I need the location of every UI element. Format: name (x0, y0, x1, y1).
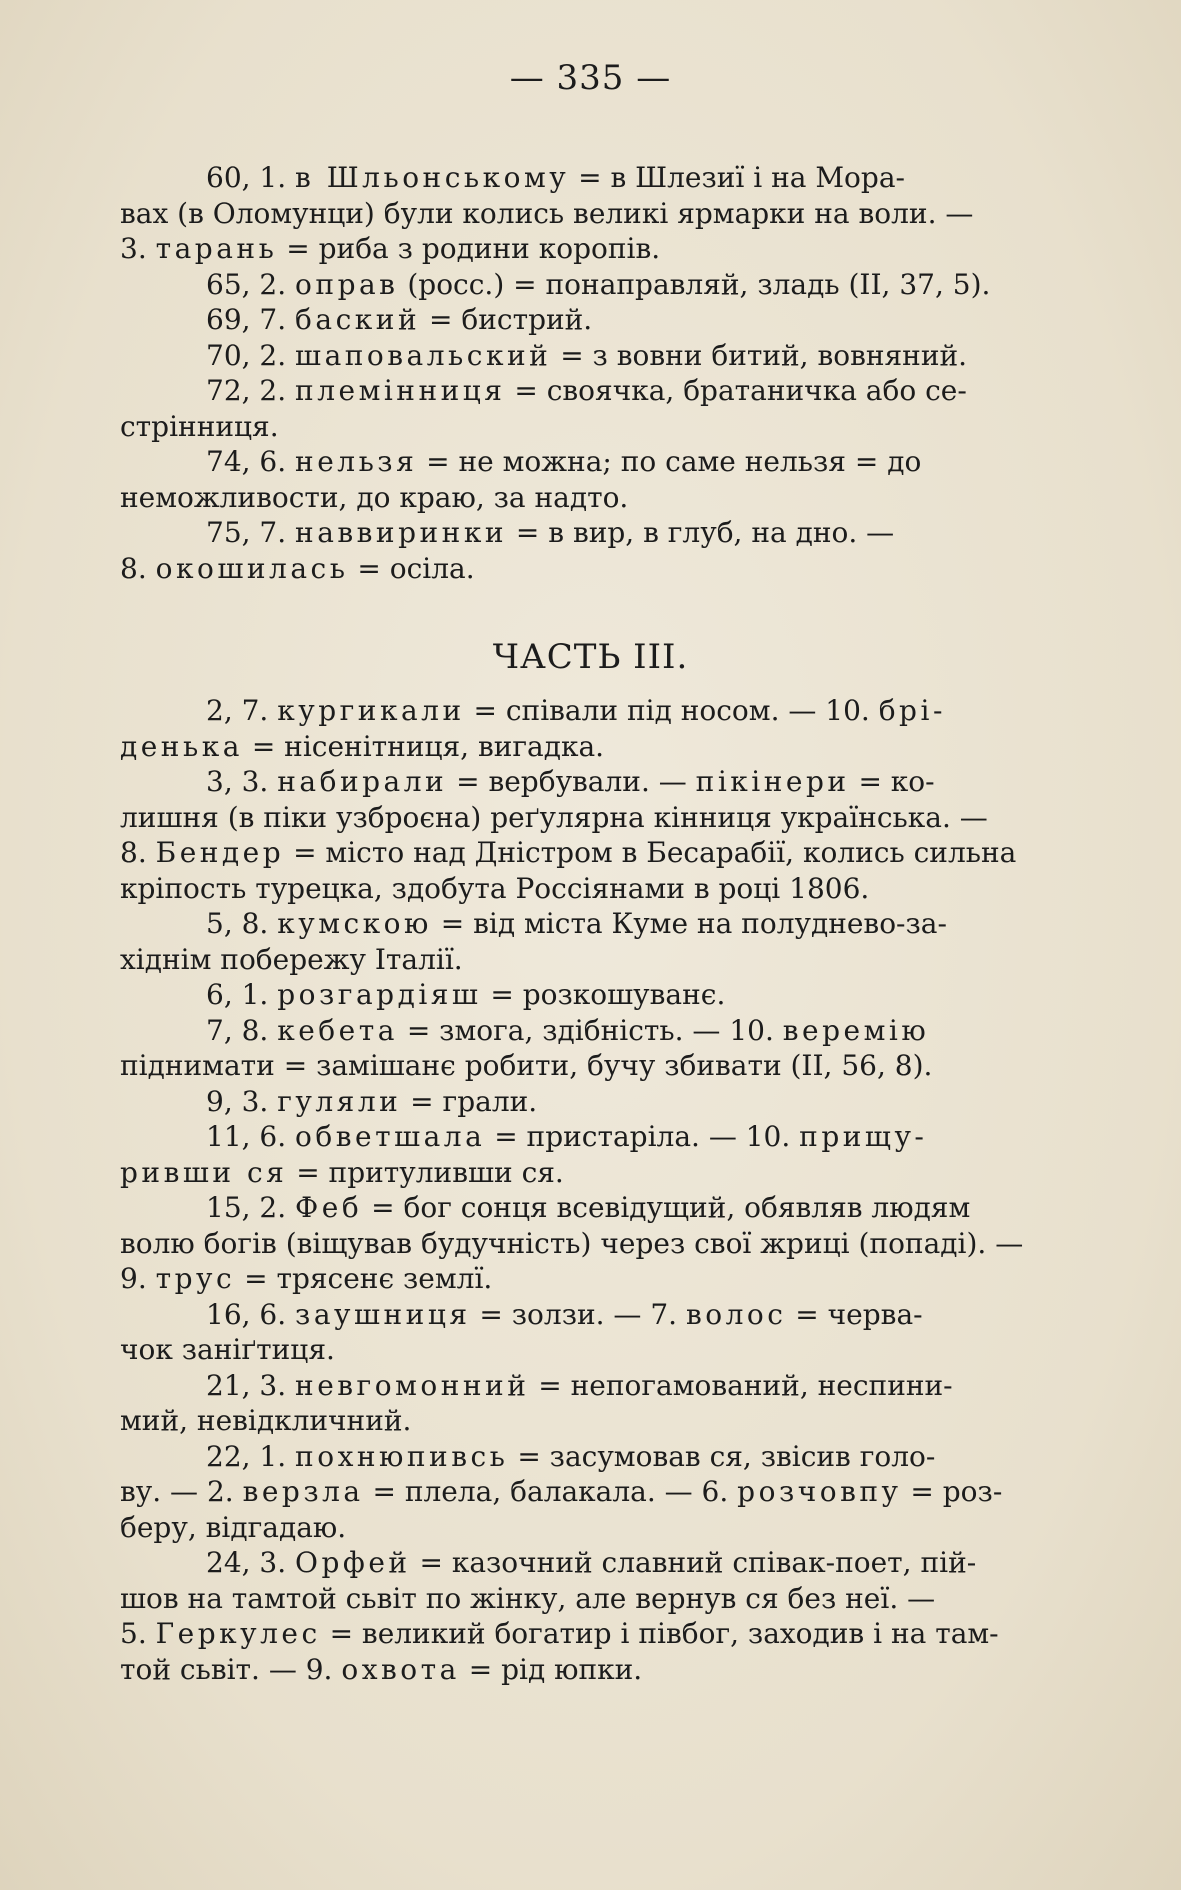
text-segment: ву. — 2. (120, 1475, 243, 1508)
text-segment: 74, 6. (206, 445, 296, 478)
text-line (120, 1297, 1080, 1333)
text-segment: = казочний славний співак-поет, пій- (410, 1546, 977, 1579)
text-segment: той сьвіт. — 9. (120, 1652, 342, 1686)
text-segment: = розкошуванє. (481, 978, 726, 1011)
text-line (120, 160, 1080, 196)
text-line (120, 1013, 1080, 1049)
glossary-term: заушниця (295, 1297, 471, 1331)
glossary-term: розчовпу (737, 1475, 902, 1508)
text-segment: = вербували. — (447, 765, 696, 798)
glossary-term: Бендер (155, 836, 285, 869)
text-line (120, 1616, 1080, 1652)
glossary-term: баский (295, 303, 421, 336)
text-segment: лишня (в піки узброєна) реґулярна кінниця українська. — (120, 800, 988, 834)
glossary-term: в Шльонському (295, 161, 570, 194)
glossary-term: брі- (878, 694, 946, 727)
text-segment: 69, 7. (206, 303, 296, 336)
text-segment: шов на тамтой сьвіт по жінку, але вернув ся без неї. — (120, 1581, 936, 1615)
glossary-term: похнюпивсь (295, 1439, 509, 1473)
text-line (120, 373, 1080, 409)
glossary-term: племінниця (295, 374, 506, 407)
text-segment: = трясенє землї. (235, 1262, 493, 1295)
text-segment: 3, 3. (206, 765, 278, 798)
text-line (120, 1332, 1080, 1368)
text-line (120, 1155, 1080, 1191)
text-line (120, 1439, 1080, 1475)
text-line (120, 693, 1080, 729)
text-line (120, 1226, 1080, 1262)
text-line (120, 551, 1080, 587)
glossary-term: гуляли (277, 1084, 402, 1118)
glossary-term: трус (155, 1262, 236, 1295)
text-segment: 8. (120, 551, 156, 585)
text-line (120, 1119, 1080, 1155)
text-line (120, 729, 1080, 765)
text-line (120, 906, 1080, 942)
glossary-term: охвота (341, 1652, 460, 1686)
text-segment: = змога, здібність. — 10. (397, 1013, 783, 1047)
text-segment: = пристаріла. — 10. (485, 1120, 800, 1153)
text-segment: 9. (120, 1262, 156, 1295)
glossary-term: кургикали (277, 694, 465, 727)
text-line (120, 1474, 1080, 1510)
text-segment: = плела, балакала. — 6. (363, 1475, 738, 1508)
text-segment: 70, 2. (206, 338, 296, 372)
glossary-term: невгомонний (295, 1368, 530, 1402)
text-segment: = з вовни битий, вовняний. (551, 338, 968, 372)
text-segment: = від міста Куме на полуднево-за- (431, 907, 947, 940)
text-segment: = роз- (901, 1475, 1003, 1508)
text-segment: = співали під носом. — 10. (464, 694, 879, 727)
glossary-term: ривши ся (120, 1155, 288, 1189)
glossary-term: пікінери (695, 765, 850, 798)
glossary-term: кебета (277, 1013, 398, 1047)
text-line (120, 1190, 1080, 1226)
text-line (120, 1581, 1080, 1617)
text-segment: мий, невідкличний. (120, 1404, 412, 1437)
glossary-term: кумскою (277, 907, 432, 940)
text-segment: 72, 2. (206, 374, 296, 407)
glossary-term: прищу- (799, 1120, 928, 1153)
text-segment: = риба з родини коропів. (277, 232, 661, 265)
text-segment: = своячка, братаничка або се- (505, 374, 967, 407)
text-segment: = рід юпки. (459, 1652, 643, 1686)
text-segment: = черва- (786, 1297, 923, 1331)
text-line (120, 231, 1080, 267)
glossary-term: обветшала (295, 1120, 486, 1153)
text-line (120, 1510, 1080, 1546)
text-segment: чок заніґтиця. (120, 1333, 335, 1366)
text-segment: 15, 2. (206, 1191, 296, 1224)
text-line (120, 1048, 1080, 1084)
text-line (120, 409, 1080, 445)
text-segment: 24, 3. (206, 1546, 296, 1579)
text-segment: кріпость турецка, здобута Россіянами в році 1806. (120, 871, 870, 905)
text-segment: 3. (120, 232, 156, 265)
text-line (120, 835, 1080, 871)
glossary-term: волос (685, 1297, 787, 1331)
text-segment: 2, 7. (206, 694, 278, 727)
glossary-term: тарань (155, 232, 278, 265)
glossary-term: веремію (782, 1013, 930, 1047)
text-segment: = в вир, в глуб, на дно. — (507, 516, 895, 549)
glossary-term: денька (120, 729, 243, 763)
text-segment: волю богів (віщував будучність) через свої жриці (попаді). — (120, 1226, 1024, 1260)
page-number: — 335 — (509, 58, 672, 98)
text-segment: неможливости, до краю, за надто. (120, 480, 629, 514)
text-line (120, 515, 1080, 551)
text-segment: 5, 8. (206, 907, 278, 940)
text-segment: = бог сонця всевідущий, обявляв людям (362, 1191, 971, 1224)
text-line (120, 302, 1080, 338)
text-segment: піднимати = замішанє робити, бучу збивати (II, 56, 8). (120, 1049, 933, 1082)
text-segment: = золзи. — 7. (470, 1297, 686, 1331)
text-segment: = непогамований, неспини- (529, 1368, 953, 1402)
text-segment: (росс.) = понаправляй, зладь (II, 37, 5). (398, 267, 991, 301)
text-line (120, 1652, 1080, 1688)
text-segment: = нісенітниця, вигадка. (242, 729, 605, 763)
glossary-term: набирали (277, 765, 448, 798)
text-line (120, 196, 1080, 232)
text-segment: 9, 3. (206, 1084, 278, 1118)
text-segment: 7, 8. (206, 1013, 278, 1047)
text-segment: 65, 2. (206, 267, 296, 301)
glossary-term: оправ (295, 267, 399, 301)
text-line (120, 977, 1080, 1013)
glossary-block-part-2 (120, 160, 1080, 586)
glossary-term: окошилась (155, 551, 349, 585)
text-segment: 21, 3. (206, 1368, 296, 1402)
text-segment: беру, відгадаю. (120, 1510, 347, 1544)
text-segment: стрінниця. (120, 409, 279, 443)
glossary-term: шаповальский (295, 338, 552, 372)
text-segment: 22, 1. (206, 1439, 296, 1473)
text-segment: = великий богатир і півбог, заходив і на там- (320, 1617, 999, 1650)
text-segment: = ко- (849, 765, 935, 798)
text-segment: 75, 7. (206, 516, 296, 549)
text-line (120, 942, 1080, 978)
text-line (120, 1261, 1080, 1297)
text-line (120, 480, 1080, 516)
glossary-term: Геркулес (155, 1617, 321, 1650)
text-segment: = осіла. (348, 551, 475, 585)
text-line (120, 800, 1080, 836)
text-line (120, 338, 1080, 374)
glossary-block-part-3 (120, 693, 1080, 1687)
text-segment: 11, 6. (206, 1120, 296, 1153)
glossary-term: Орфей (295, 1546, 411, 1579)
text-segment: 16, 6. (206, 1297, 296, 1331)
text-segment: = в Шлезиї і на Мора- (569, 161, 905, 194)
text-segment: = засумовав ся, звісив голо- (508, 1439, 936, 1473)
text-segment: 6, 1. (206, 978, 278, 1011)
text-segment: 5. (120, 1617, 156, 1650)
text-line (120, 871, 1080, 907)
glossary-term: нельзя (295, 445, 418, 478)
text-segment: хіднім побережу Італії. (120, 942, 463, 976)
text-segment: 8. (120, 836, 156, 869)
text-segment: = притуливши ся. (287, 1155, 564, 1189)
section-heading: ЧАСТЬ III. (492, 637, 689, 677)
text-line (120, 1368, 1080, 1404)
text-line (120, 1403, 1080, 1439)
text-line (120, 1084, 1080, 1120)
glossary-term: наввиринки (295, 516, 508, 549)
text-line (120, 1545, 1080, 1581)
glossary-term: верзла (242, 1475, 364, 1508)
text-line (120, 444, 1080, 480)
text-segment: = не можна; по саме нельзя = до (417, 445, 922, 478)
text-line (120, 267, 1080, 303)
text-line (120, 764, 1080, 800)
glossary-term: Феб (295, 1191, 363, 1224)
text-segment: вах (в Оломунци) були колись великі ярмарки на воли. — (120, 196, 974, 230)
text-segment: = місто над Дністром в Бесарабії, колись сильна (284, 836, 1017, 869)
text-segment: 60, 1. (206, 161, 296, 194)
text-segment: = бистрий. (420, 303, 593, 336)
glossary-term: розгардіяш (277, 978, 482, 1011)
text-segment: = грали. (401, 1084, 538, 1118)
